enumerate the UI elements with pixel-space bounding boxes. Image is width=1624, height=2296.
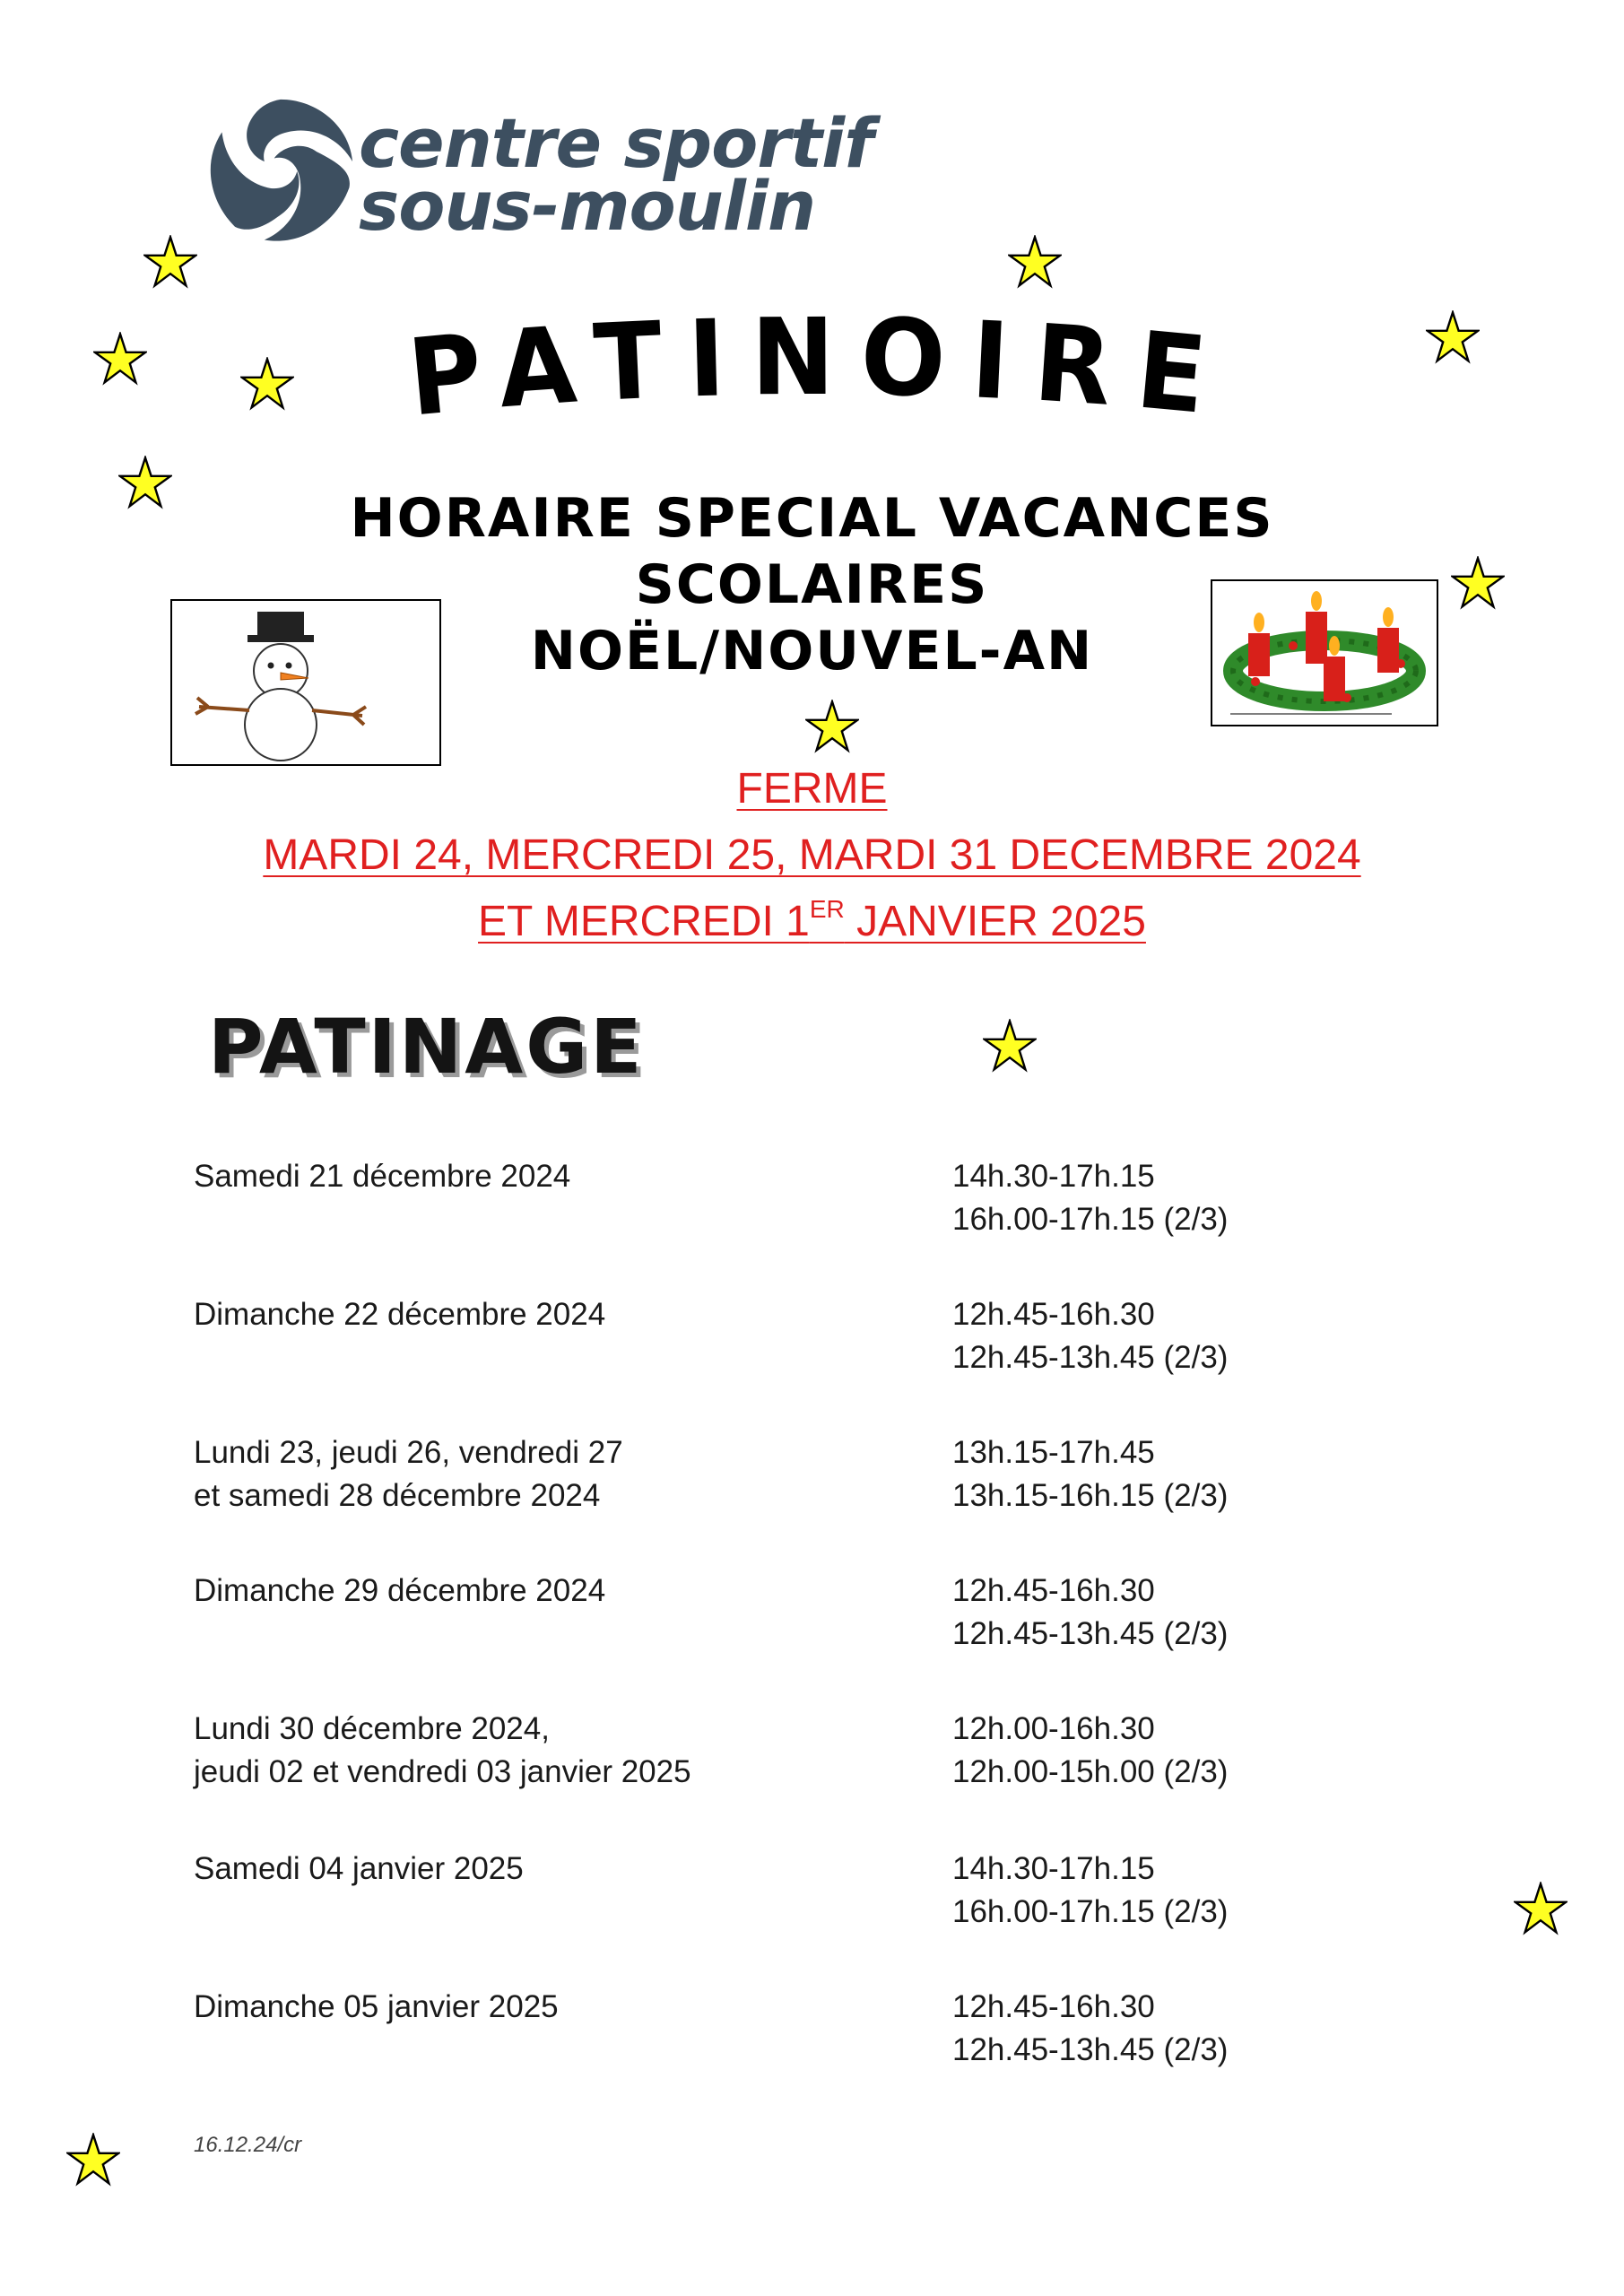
heading-line-1: HORAIRE SPECIAL VACANCES [350,487,1274,550]
footer-note: 16.12.24/cr [194,2133,302,2157]
closure-label: FERME [736,765,888,813]
schedule-date: Dimanche 05 janvier 2025 [194,1989,559,2024]
schedule-date: Lundi 30 décembre 2024, jeudi 02 et vendredi 03 janvier 2025 [194,1711,691,1789]
star-icon [1451,556,1505,610]
heading-line-2: SCOLAIRES [635,553,989,616]
star-icon [240,357,294,411]
star-icon [1008,235,1062,289]
advent-wreath-icon [1212,581,1437,725]
snowman-icon [172,601,439,764]
logo-line-1: centre sportif [359,103,873,183]
schedule-date: Samedi 04 janvier 2025 [194,1851,524,1886]
star-icon [1426,310,1480,364]
section-title: PATINAGE [208,1003,645,1091]
schedule-times: 12h.45-16h.30 12h.45-13h.45 (2/3) [952,1297,1229,1375]
star-icon [93,332,147,386]
star-icon [143,235,197,289]
logo-swirl-mark [199,90,362,253]
star-icon [983,1019,1037,1073]
schedule-times: 13h.15-17h.45 13h.15-16h.15 (2/3) [952,1435,1229,1513]
schedule-date: Dimanche 22 décembre 2024 [194,1297,606,1332]
schedule-date: Samedi 21 décembre 2024 [194,1159,571,1194]
star-icon [66,2133,120,2187]
closure-dates-1: MARDI 24, MERCREDI 25, MARDI 31 DECEMBRE 2024 [263,831,1361,879]
closure-dates-2: ET MERCREDI 1ER JANVIER 2025 [478,895,1146,945]
star-icon [1514,1882,1568,1935]
page-title-text: PATINOIRE [403,309,1243,435]
schedule-date: Lundi 23, jeudi 26, vendredi 27 et samedi 28 décembre 2024 [194,1435,623,1513]
schedule-times: 12h.45-16h.30 12h.45-13h.45 (2/3) [952,1989,1229,2067]
logo-line-2: sous-moulin [359,166,816,246]
heading-line-3: NOËL/NOUVEL-AN [530,620,1094,683]
star-icon [805,700,859,753]
star-icon [118,456,172,509]
schedule-times: 14h.30-17h.15 16h.00-17h.15 (2/3) [952,1851,1229,1929]
svg-text:PATINOIRE [403,309,1243,435]
schedule-times: 12h.00-16h.30 12h.00-15h.00 (2/3) [952,1711,1229,1789]
schedule-date: Dimanche 29 décembre 2024 [194,1573,606,1608]
advent-wreath-clipart [1211,579,1438,726]
snowman-clipart [170,599,441,766]
page-title [395,309,1246,435]
schedule-times: 14h.30-17h.15 16h.00-17h.15 (2/3) [952,1159,1229,1237]
schedule-times: 12h.45-16h.30 12h.45-13h.45 (2/3) [952,1573,1229,1651]
